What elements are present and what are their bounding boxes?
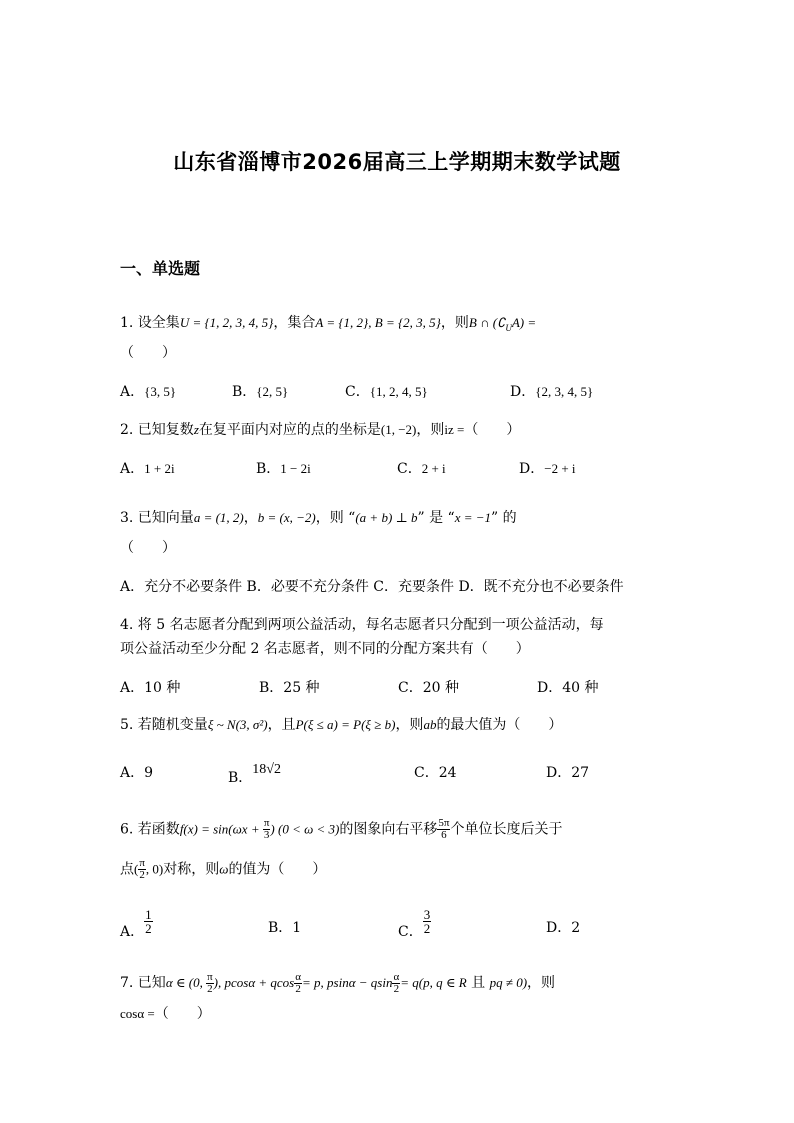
q7-frac-pi-2 (206, 972, 214, 995)
q6-frac-5pi-6-num: 5π (438, 817, 450, 829)
q5-option-b-value: 18√2 (252, 762, 281, 777)
q6-math-function: f(x) = sin(ωx + (179, 821, 263, 837)
q6-omega: ω (219, 861, 229, 877)
question-6-line-1 (120, 818, 562, 841)
q7-line2-end: （ ） (154, 1006, 211, 1022)
q7-frac-pi-2-num: π (207, 971, 213, 983)
question-6-line-2 (120, 858, 326, 881)
q3-mid2: ” 是 “ (417, 510, 455, 526)
q2-option-c-label: C． (397, 461, 422, 477)
q5-mid: ，且 (267, 717, 296, 733)
q6-frac-5pi-6 (437, 818, 450, 841)
q6-option-a (120, 907, 153, 940)
q6-option-d: D．2 (546, 920, 581, 936)
q7-frac-alpha-2-b-den: 2 (393, 983, 400, 995)
q1-option-b (232, 381, 288, 401)
q6-prefix: 6. 若函数 (120, 821, 180, 838)
q3-prefix: 3. 已知向量 (120, 510, 194, 526)
q5-option-a: A．9 (120, 765, 154, 781)
question-1-line-1 (120, 312, 536, 333)
q6-frac-pi-3-den: 3 (263, 829, 270, 841)
q6-option-c-den: 2 (423, 921, 431, 936)
q6-mid: 的图象向右平移 (339, 821, 438, 838)
q6-frac-pi-3-num: π (263, 817, 270, 829)
q7-mid: 且 (466, 975, 490, 991)
q2-option-b-label: B． (256, 461, 281, 477)
section-heading: 一、单选题 (120, 259, 201, 278)
q1-mid: ，集合 (273, 315, 316, 331)
q4-option-a: A．10 种 (120, 680, 181, 696)
q3-math-x: x = −1 (454, 510, 492, 525)
q4-option-c: C．20 种 (398, 680, 459, 696)
q5-option-c: C．24 (414, 765, 457, 781)
q6-math-function-end: ) (0 < ω < 3) (270, 821, 340, 837)
question-4-line-1: 4. 将 5 名志愿者分配到两项公益活动，每名志愿者只分配到一项公益活动，每 (120, 617, 604, 633)
q6-frac-pi-2-num: π (139, 857, 145, 869)
q6-line2-end: 的值为（ ） (228, 861, 327, 878)
q2-math-z: z (193, 422, 199, 437)
q5-option-b (228, 762, 281, 786)
q2-math-point: (1, −2) (380, 422, 417, 437)
q2-mid: 在复平面内对应的点的坐标是 (198, 422, 381, 438)
q7-math-eq3: = q(p, q ∈ R (400, 975, 467, 990)
q2-mid2: ，则 (416, 422, 445, 438)
q7-math-pq: pq ≠ 0) (489, 975, 528, 990)
q6-option-c-frac (423, 908, 432, 935)
q5-math-ab: ab (423, 717, 437, 732)
q1-option-c (345, 381, 428, 401)
q6-frac-5pi-6-den: 6 (441, 829, 447, 841)
q6-point-end: , 0) (145, 861, 164, 877)
q4-option-b: B．25 种 (259, 680, 320, 696)
q1-option-a-label: A． (120, 384, 145, 400)
q2-option-a (120, 458, 175, 478)
q2-option-b (256, 458, 311, 478)
q1-option-c-label: C． (345, 384, 370, 400)
q6-option-a-label: A． (120, 923, 145, 940)
q2-option-a-value: 1 + 2i (144, 461, 175, 476)
q7-math-cos: cosα = (120, 1006, 155, 1021)
q6-open-paren: ( (134, 861, 139, 877)
q1-math-sets: A = {1, 2}, B = {2, 3, 5} (315, 315, 441, 330)
q7-prefix: 7. 已知 (120, 975, 166, 991)
q7-math-alpha-range: α ∈ (0, (165, 975, 207, 990)
q1-option-a-value: {3, 5} (144, 384, 177, 399)
q2-option-c-value: 2 + i (421, 461, 446, 476)
q1-math-expr: B ∩ (∁ (468, 315, 506, 330)
q2-option-d (519, 458, 576, 478)
q3-end: ” 的 (491, 510, 517, 526)
page-title: 山东省淄博市2026届高三上学期期末数学试题 (173, 150, 621, 174)
question-7-line-2 (120, 1003, 211, 1023)
q3-mid: ，则 “ (315, 510, 356, 526)
q3-math-vector-a: a = (1, 2) (193, 510, 244, 525)
q1-option-b-label: B． (232, 384, 257, 400)
q5-option-d: D．27 (546, 765, 590, 781)
q6-option-a-den: 2 (145, 921, 152, 936)
q6-frac-pi-2 (138, 858, 146, 881)
q5-math-distribution: ξ ~ N(3, σ²) (207, 717, 268, 732)
q2-option-b-value: 1 − 2i (280, 461, 311, 476)
q5-prefix: 5. 若随机变量 (120, 717, 208, 733)
q2-end: （ ） (464, 422, 521, 438)
q1-option-b-value: {2, 5} (256, 384, 289, 399)
q6-option-b: B．1 (268, 920, 302, 936)
q1-option-a (120, 381, 176, 401)
q5-math-probability: P(ξ ≤ a) = P(ξ ≥ b) (295, 717, 396, 732)
q7-frac-pi-2-den: 2 (207, 983, 213, 995)
q1-option-d-value: {2, 3, 4, 5} (535, 384, 594, 399)
q1-option-d-label: D． (510, 384, 536, 400)
q1-prefix: 1. 设全集 (120, 315, 180, 331)
q6-option-a-frac (144, 908, 153, 935)
q2-option-c (397, 458, 446, 478)
question-5-line-1 (120, 714, 562, 734)
q7-frac-alpha-2-a-den: 2 (295, 983, 301, 995)
q4-option-d: D．40 种 (537, 680, 599, 696)
q2-math-iz: iz = (444, 422, 465, 437)
q7-frac-alpha-2-a (294, 972, 302, 995)
q6-option-a-num: 1 (145, 907, 152, 922)
q6-option-c (398, 907, 431, 940)
q2-option-d-value: −2 + i (544, 461, 576, 476)
q5-option-b-label: B． (228, 770, 253, 786)
q5-end: 的最大值为（ ） (436, 717, 563, 733)
q7-end: ，则 (527, 975, 556, 991)
q6-frac-pi-2-den: 2 (139, 869, 145, 881)
q6-option-c-num: 3 (423, 907, 431, 922)
q1-math-expr-end: A) = (511, 315, 537, 330)
q1-math-universal-set: U = {1, 2, 3, 4, 5} (179, 315, 274, 330)
q6-line2-prefix: 点 (120, 861, 134, 878)
q2-option-a-label: A． (120, 461, 145, 477)
q7-math-eq1: ), pcosα + qcos (213, 975, 295, 990)
question-4-line-2: 项公益活动至少分配 2 名志愿者，则不同的分配方案共有（ ） (120, 641, 530, 657)
q7-frac-alpha-2-b-num: α (393, 971, 400, 983)
q2-prefix: 2. 已知复数 (120, 422, 194, 438)
q6-end: 个单位长度后关于 (450, 821, 563, 838)
q6-line2-mid: 对称，则 (163, 861, 220, 878)
q6-option-c-label: C． (398, 923, 423, 940)
question-2-line-1 (120, 419, 520, 439)
q1-option-d (510, 381, 593, 401)
q7-frac-alpha-2-a-num: α (295, 971, 302, 983)
q3-sep: ， (243, 510, 258, 526)
q7-math-eq2: = p, psinα − qsin (302, 975, 393, 990)
question-1-line-2: （ ） (120, 345, 176, 361)
q3-math-perp: (a + b) ⊥ b (355, 510, 418, 525)
question-3-line-2: （ ） (120, 540, 176, 556)
q1-mid2: ，则 (440, 315, 469, 331)
q1-math-sub: U (505, 322, 512, 333)
q2-option-d-label: D． (519, 461, 545, 477)
question-3-line-1 (120, 507, 517, 527)
q3-math-vector-b: b = (x, −2) (257, 510, 316, 525)
question-7-line-1 (120, 972, 555, 995)
q1-option-c-value: {1, 2, 4, 5} (369, 384, 428, 399)
q3-options: A．充分不必要条件 B．必要不充分条件 C．充要条件 D．既不充分也不必要条件 (120, 579, 624, 595)
q5-mid2: ，则 (395, 717, 424, 733)
